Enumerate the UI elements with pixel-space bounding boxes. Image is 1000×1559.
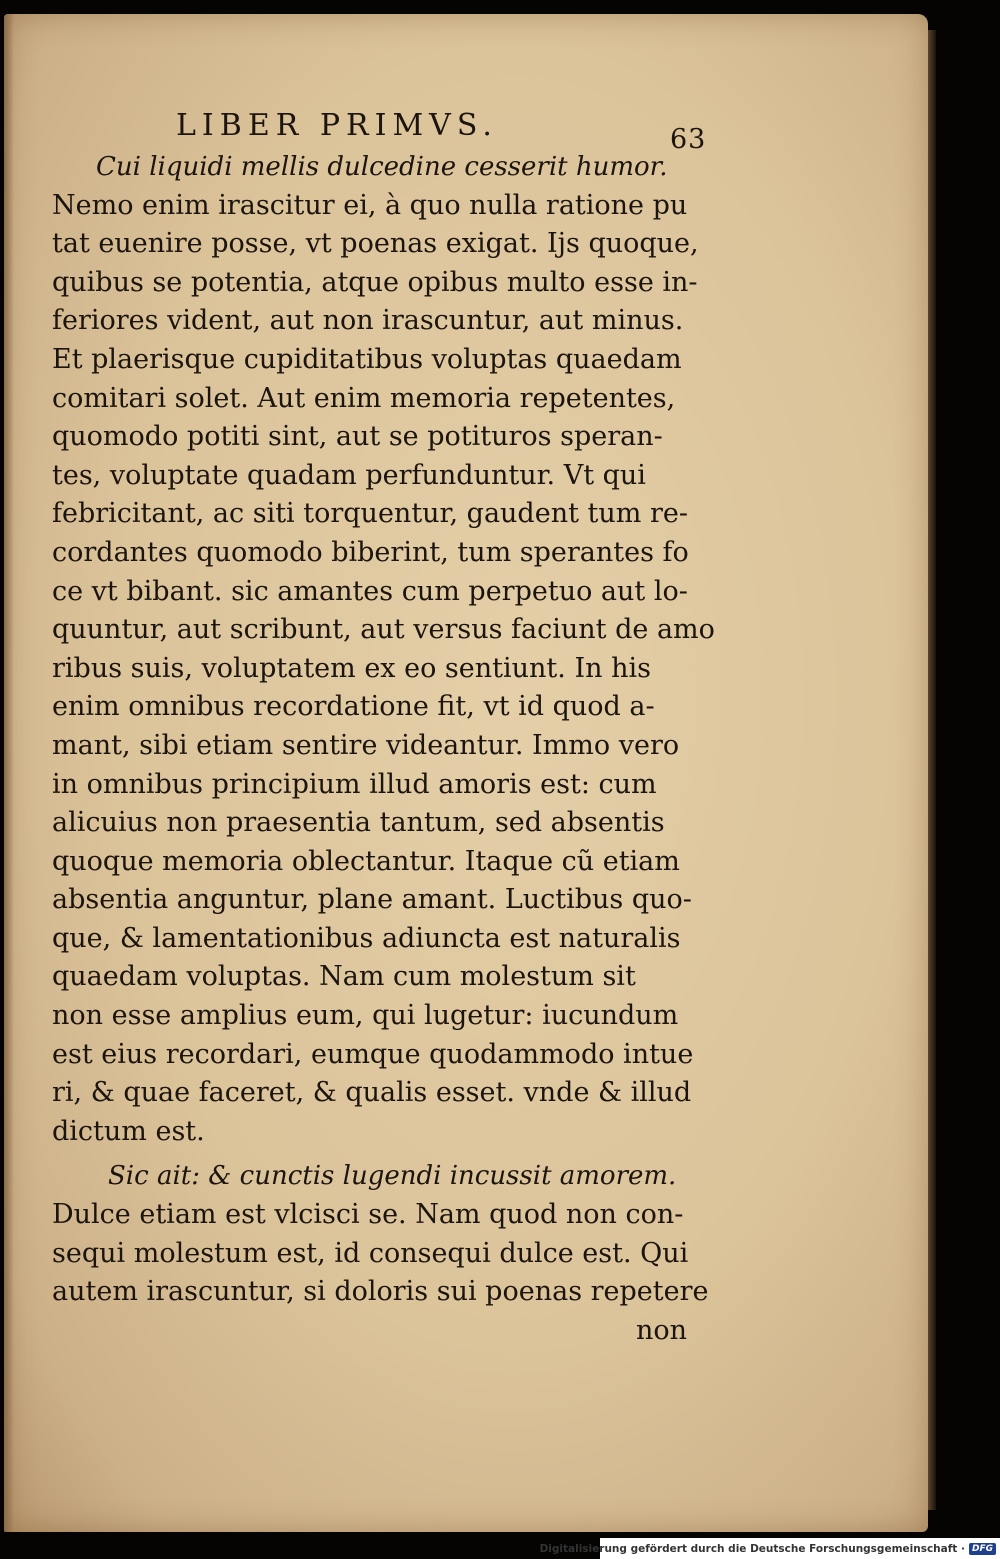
text-line: sequi molestum est, id consequi dulce est. Qui xyxy=(52,1237,689,1269)
text-line: ri, & quae faceret, & qualis esset. vnde & illud xyxy=(52,1077,692,1109)
text-line: autem irascuntur, si doloris sui poenas repetere xyxy=(52,1276,709,1308)
page-number: 63 xyxy=(670,124,707,155)
text-line: quuntur, aut scribunt, aut versus faciunt de amo xyxy=(52,614,715,646)
text-line: quoque memoria oblectantur. Itaque cũ etiam xyxy=(52,845,680,877)
text-line: comitari solet. Aut enim memoria repetentes, xyxy=(52,382,676,414)
text-lines xyxy=(52,148,715,1350)
verse-quotation: Cui liquidi mellis dulcedine cesserit humor. xyxy=(96,152,668,182)
page-text-block xyxy=(52,102,715,1350)
text-line: quomodo potiti sint, aut se potituros speran- xyxy=(52,421,663,453)
text-line: ribus suis, voluptatem ex eo sentiunt. In his xyxy=(52,652,651,684)
text-line: dictum est. xyxy=(52,1115,205,1147)
text-line: tes, voluptate quadam perfunduntur. Vt qui xyxy=(52,459,646,491)
book-spine-edge xyxy=(928,30,936,1510)
text-line: enim omnibus recordatione fit, vt id quod a- xyxy=(52,691,655,723)
footer-credit: Digitalisierung gefördert durch die Deutsche Forschungsgemeinschaft · xyxy=(539,1542,965,1555)
text-line: que, & lamentationibus adiuncta est naturalis xyxy=(52,922,681,954)
text-line: ce vt bibant. sic amantes cum perpetuo aut lo- xyxy=(52,575,688,607)
digitization-footer xyxy=(539,1538,1000,1559)
text-line: Dulce etiam est vlcisci se. Nam quod non con- xyxy=(52,1199,684,1231)
text-line: alicuius non praesentia tantum, sed absentis xyxy=(52,807,665,839)
page-edge-shadow xyxy=(4,14,14,1532)
text-line: Nemo enim irascitur ei, à quo nulla ratione pu xyxy=(52,189,688,221)
catchword: non xyxy=(636,1314,688,1346)
text-line: quaedam voluptas. Nam cum molestum sit xyxy=(52,961,636,993)
verse-quotation: Sic ait: & cunctis lugendi incussit amorem. xyxy=(108,1161,677,1192)
text-line: tat euenire posse, vt poenas exigat. Ijs quoque, xyxy=(52,228,699,260)
text-line: quibus se potentia, atque opibus multo esse in- xyxy=(52,266,698,298)
text-line: feriores vident, aut non irascuntur, aut minus. xyxy=(52,305,684,337)
text-line: febricitant, ac siti torquentur, gaudent tum re- xyxy=(52,498,688,530)
text-line: absentia anguntur, plane amant. Luctibus quo- xyxy=(52,884,692,916)
page-header xyxy=(52,102,712,155)
text-line: in omnibus principium illud amoris est: cum xyxy=(52,768,657,800)
text-line: Et plaerisque cupiditatibus voluptas quaedam xyxy=(52,343,682,375)
text-line: est eius recordari, eumque quodammodo intue xyxy=(52,1038,694,1070)
text-line: cordantes quomodo biberint, tum sperantes fo xyxy=(52,536,689,568)
dfg-logo: DFG xyxy=(969,1543,996,1555)
text-line: non esse amplius eum, qui lugetur: iucundum xyxy=(52,1000,679,1032)
running-head: LIBER PRIMVS. xyxy=(176,108,498,143)
text-line: mant, sibi etiam sentire videantur. Immo vero xyxy=(52,729,680,761)
